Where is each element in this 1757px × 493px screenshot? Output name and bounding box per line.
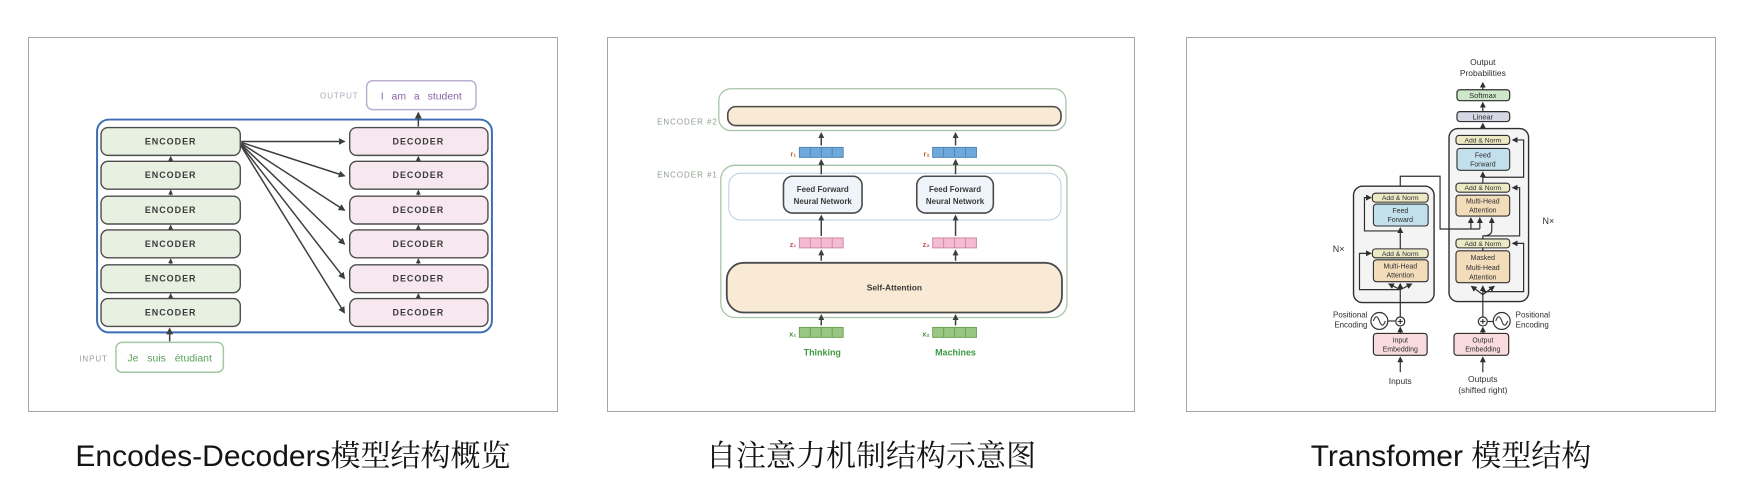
encoder-box-label: ENCODER — [144, 170, 197, 181]
svg-text:Masked: Masked — [1470, 254, 1496, 262]
svg-text:Multi-Head: Multi-Head — [1383, 263, 1418, 271]
encoder-multi-head-attention — [1373, 260, 1428, 282]
decoder-box-label: DECODER — [392, 307, 445, 318]
svg-text:Output: Output — [1472, 337, 1494, 345]
nx-left-label: N× — [1332, 243, 1345, 254]
x-vectors — [789, 316, 976, 339]
svg-text:Positional: Positional — [1515, 310, 1551, 320]
softmax-label: Softmax — [1469, 91, 1497, 101]
encoder-to-decoder-arrows — [241, 141, 344, 312]
z2-label: z₂ — [922, 239, 930, 249]
x1-label: x₁ — [789, 329, 797, 339]
svg-text:Feed: Feed — [1392, 208, 1409, 216]
svg-text:Encoding: Encoding — [1334, 320, 1368, 330]
svg-text:Add & Norm: Add & Norm — [1381, 250, 1419, 258]
nx-right-label: N× — [1542, 216, 1555, 227]
self-attention-diagram — [608, 38, 1134, 411]
decoder-box-label: DECODER — [392, 136, 445, 147]
ff2-line2: Neural Network — [925, 197, 985, 207]
caption-encoder-decoder: Encodes-Decoders模型结构概览 — [75, 440, 511, 473]
self-attention-box — [727, 263, 1062, 313]
svg-text:Input: Input — [1392, 337, 1409, 345]
encoder-box-label: ENCODER — [144, 136, 197, 147]
panel-self-attention — [607, 37, 1135, 412]
linear-label: Linear — [1472, 112, 1494, 122]
encoder1-label: ENCODER #1 — [657, 170, 718, 180]
encoder2-sliver — [719, 89, 1066, 131]
decoder-multi-head-attention — [1456, 195, 1510, 216]
svg-text:Multi-Head: Multi-Head — [1466, 198, 1500, 206]
input-text: Je suis étudiant — [127, 353, 212, 365]
word-thinking: Thinking — [803, 347, 841, 358]
feed-forward-row — [729, 173, 1061, 220]
masked-multi-head-attention — [1456, 251, 1510, 283]
caption-self-attention: 自注意力机制结构示意图 — [706, 440, 1036, 473]
encoder-add-norm-bottom — [1372, 249, 1428, 258]
svg-text:Attention: Attention — [1386, 272, 1414, 280]
word-machines: Machines — [935, 347, 976, 358]
decoder-box-label: DECODER — [392, 273, 445, 284]
output-label: OUTPUT — [320, 91, 359, 101]
x2-label: x₂ — [922, 329, 930, 339]
svg-text:Add & Norm: Add & Norm — [1464, 240, 1502, 248]
svg-text:Positional: Positional — [1333, 310, 1368, 320]
self-attention-label: Self-Attention — [866, 282, 923, 293]
outputs-label-line1: Outputs — [1468, 374, 1498, 385]
svg-text:Add & Norm: Add & Norm — [1464, 137, 1502, 145]
encoder-box-label: ENCODER — [144, 238, 197, 249]
decoder-add-norm-mid — [1456, 183, 1510, 192]
encoder2-label: ENCODER #2 — [657, 117, 718, 127]
r-vectors — [790, 133, 976, 158]
svg-text:Encoding: Encoding — [1515, 320, 1549, 330]
positional-encoding-left — [1333, 311, 1405, 330]
svg-text:Add & Norm: Add & Norm — [1464, 185, 1502, 193]
encoder-box-label: ENCODER — [144, 273, 197, 284]
encoder-box-label: ENCODER — [144, 307, 197, 318]
z1-label: z₁ — [789, 239, 797, 249]
encoder-feed-forward — [1373, 204, 1428, 226]
decoder-add-norm-top — [1456, 135, 1510, 144]
transformer-diagram — [1187, 38, 1715, 411]
svg-text:Attention: Attention — [1469, 207, 1497, 215]
decoder-add-norm-bottom — [1456, 239, 1510, 248]
decoder-box-label: DECODER — [392, 170, 445, 181]
r2-label: r₂ — [923, 149, 930, 159]
ff2-line1: Feed Forward — [929, 185, 982, 195]
output-probabilities-line1: Output — [1470, 56, 1496, 67]
encoder-decoder-diagram — [29, 38, 557, 411]
svg-text:Embedding: Embedding — [1382, 346, 1418, 354]
ff1-line2: Neural Network — [793, 197, 852, 207]
output-probabilities-line2: Probabilities — [1459, 67, 1506, 78]
input-embedding-box — [1373, 333, 1427, 355]
output-text: I am a student — [380, 91, 462, 103]
svg-text:Multi-Head: Multi-Head — [1466, 264, 1500, 272]
svg-text:Embedding: Embedding — [1465, 346, 1501, 354]
inputs-label: Inputs — [1388, 376, 1412, 387]
input-label: INPUT — [79, 354, 108, 364]
svg-text:Add & Norm: Add & Norm — [1381, 195, 1419, 203]
outputs-label-line2: (shifted right) — [1458, 385, 1508, 396]
decoder-box-label: DECODER — [392, 238, 445, 249]
svg-text:Forward: Forward — [1387, 217, 1414, 225]
decoder-box-label: DECODER — [392, 205, 445, 216]
panel-transformer-architecture — [1186, 37, 1716, 412]
caption-transformer: Transfomer 模型结构 — [1310, 440, 1592, 473]
feed-forward-box-1 — [783, 176, 862, 213]
decoder-feed-forward — [1457, 148, 1510, 170]
encoder-add-norm-top — [1372, 193, 1428, 202]
svg-text:Forward: Forward — [1470, 161, 1496, 169]
ff1-line1: Feed Forward — [796, 185, 849, 195]
output-embedding-box — [1454, 333, 1509, 355]
feed-forward-box-2 — [917, 176, 994, 213]
linear-box — [1457, 112, 1510, 122]
panel-encoder-decoder-overview — [28, 37, 558, 412]
svg-text:Feed: Feed — [1474, 152, 1491, 160]
svg-text:Attention: Attention — [1469, 274, 1497, 282]
encoder-box-label: ENCODER — [144, 205, 197, 216]
r1-label: r₁ — [790, 149, 797, 159]
softmax-box — [1457, 90, 1510, 101]
positional-encoding-right — [1478, 311, 1550, 330]
